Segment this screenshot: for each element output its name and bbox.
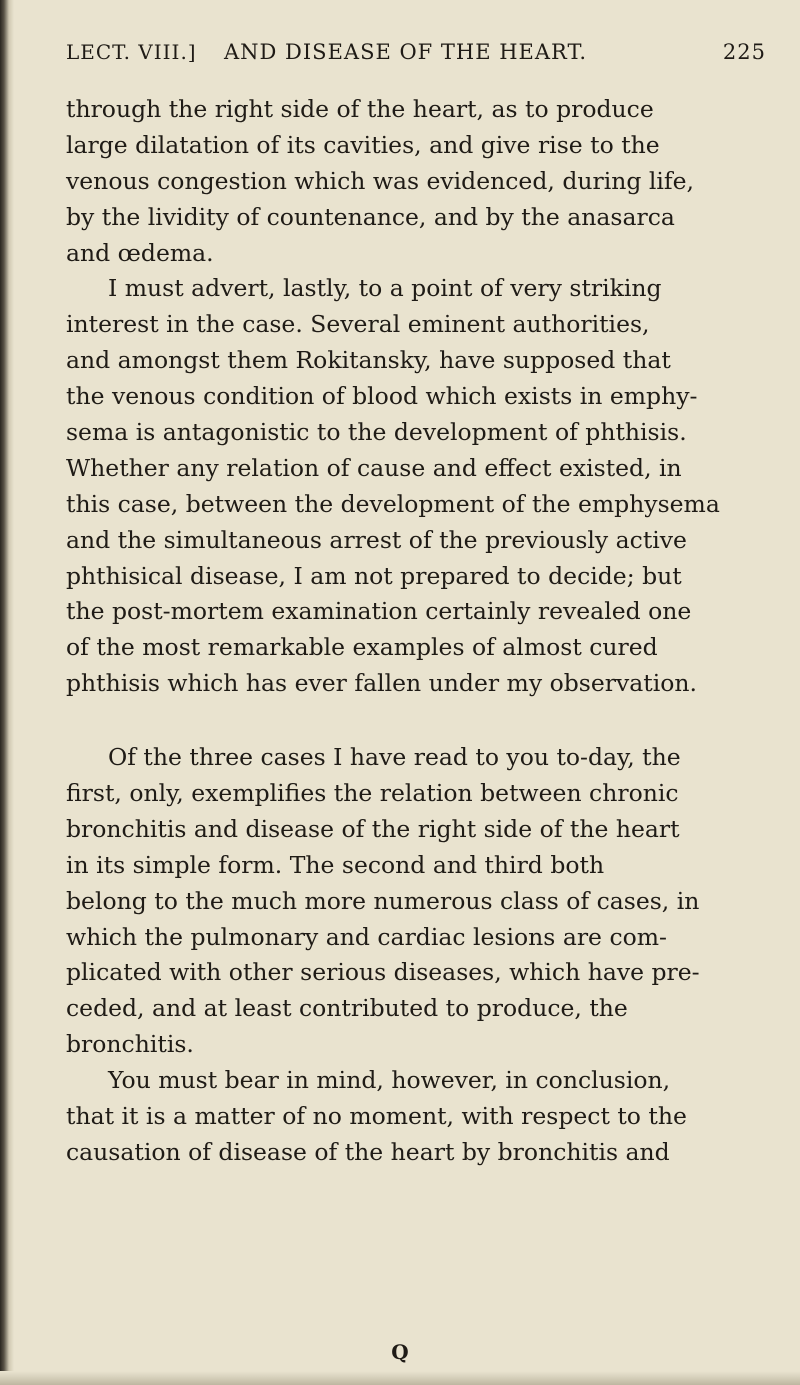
text-line: which the pulmonary and cardiac lesions are com-: [66, 922, 667, 951]
text-line: phthisical disease, I am not prepared to decide; but: [66, 561, 682, 590]
text-line: that it is a matter of no moment, with respect to the: [66, 1102, 687, 1131]
text-line: Of the three cases I have read to you to-day, the: [108, 743, 681, 772]
text-line: interest in the case. Several eminent authorities,: [66, 310, 650, 339]
page-bottom-edge: [0, 1371, 800, 1385]
text-line: plicated with other serious diseases, which have pre-: [66, 958, 700, 987]
text-line: large dilatation of its cavities, and give rise to the: [66, 130, 660, 159]
text-line: ceded, and at least contributed to produce, the: [66, 994, 628, 1023]
text-line: of the most remarkable examples of almost cured: [66, 633, 658, 662]
paragraph-2: [66, 271, 776, 702]
text-line: bronchitis and disease of the right side of the heart: [66, 814, 680, 843]
text-line: through the right side of the heart, as to produce: [66, 95, 654, 123]
signature-mark: Q: [391, 1340, 409, 1364]
text-line: and the simultaneous arrest of the previously active: [66, 525, 687, 554]
book-spine-shadow: [0, 0, 14, 1385]
paragraph-4: [66, 1063, 776, 1171]
text-line: You must bear in mind, however, in conclusion,: [108, 1066, 671, 1095]
text-line: Whether any relation of cause and effect existed, in: [66, 453, 682, 482]
text-line: sema is antagonistic to the development of phthisis.: [66, 418, 687, 447]
text-line: causation of disease of the heart by bronchitis and: [66, 1137, 670, 1166]
text-line: venous congestion which was evidenced, during life,: [66, 166, 695, 195]
text-line: bronchitis.: [66, 1030, 194, 1059]
text-line: and œdema.: [66, 238, 214, 267]
page-number: 225: [722, 40, 766, 64]
text-line: first, only, exemplifies the relation between chronic: [66, 779, 679, 808]
text-line: the venous condition of blood which exists in emphy-: [66, 382, 698, 411]
text-line: phthisis which has ever fallen under my observation.: [66, 669, 697, 698]
text-line: I must advert, lastly, to a point of very striking: [108, 274, 662, 303]
text-line: by the lividity of countenance, and by the anasarca: [66, 202, 675, 231]
text-line: in its simple form. The second and third both: [66, 850, 605, 879]
text-line: the post-mortem examination certainly revealed one: [66, 597, 692, 626]
running-title: AND DISEASE OF THE HEART.: [224, 40, 588, 64]
running-head: [66, 40, 766, 74]
paragraph-1: [66, 92, 776, 271]
text-line: and amongst them Rokitansky, have supposed that: [66, 346, 671, 375]
body-text: [66, 92, 776, 1171]
lecture-label: LECT. VIII.]: [66, 40, 197, 64]
paragraph-3: [66, 740, 776, 1063]
paragraph-gap: [66, 702, 776, 740]
text-line: this case, between the development of the emphysema: [66, 489, 720, 518]
text-line: belong to the much more numerous class of cases, in: [66, 886, 700, 915]
